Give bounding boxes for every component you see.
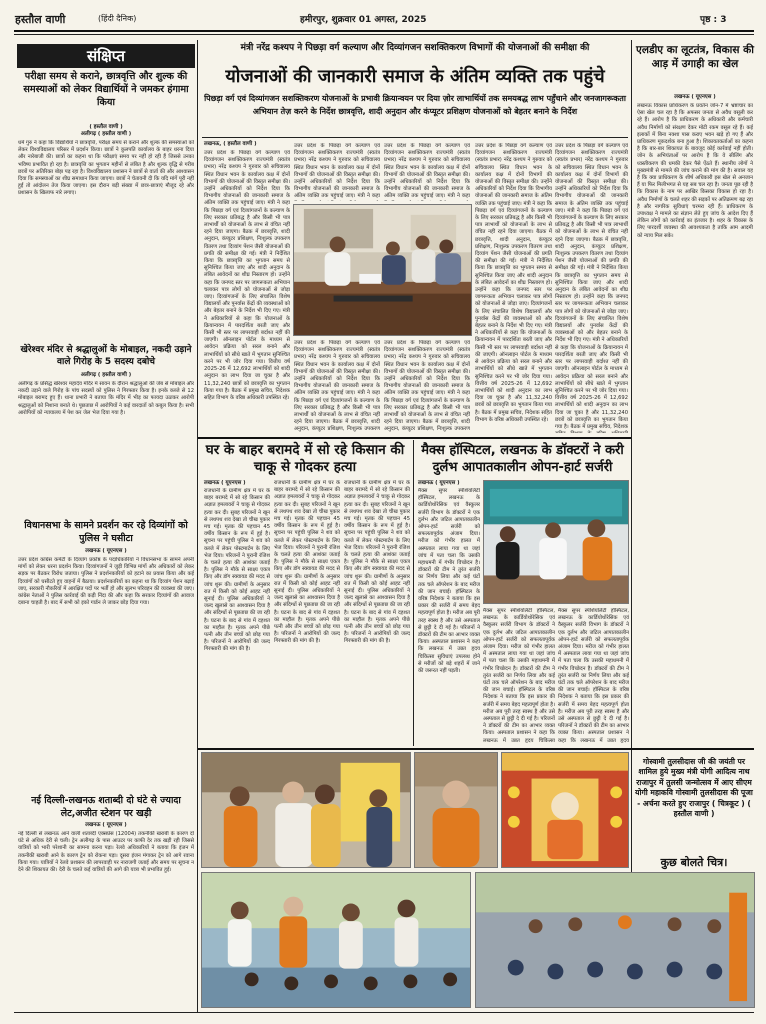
story3-headline: विधानसभा के सामने प्रदर्शन कर रहे दिव्यांगों को पुलिस ने घसीटा [24, 520, 188, 544]
story2-headline: खेरेश्वर मंदिर से श्रद्धालुओं के मोबाइल, नकदी उड़ाने वाले गिरोह के 5 सदस्य दबोचे [20, 345, 192, 367]
story4-body: नई दिल्ली से लखनऊ आने वाली शताब्दी एक्सप्रेस (12004) तकनीकी खराबी के कारण दो घंटे से अधिक देरी से चली। ट्रेन अलीगढ़ के पास आउटर पर काफी देर तक खड़ी रही जिससे यात्रियों को भारी परेशानी का सामना करना पड़ा। रेलवे अधिकारियों ने बताया कि इंजन में तकनीकी खराबी आने के कारण ट्रेन को रोकना पड़ा। दूसरा इंजन मंगाकर ट्रेन को आगे रवाना किया गया। यात्रियों ने रेलवे प्रशासन की लापरवाही पर नाराजगी जताई और समय पर सूचना न देने की शिकायत की। देरी के चलते कई यात्रियों की आगे की यात्रा भी प्रभावित हुई। [18, 831, 194, 874]
lead-kicker: मंत्री नरेंद्र कश्यप ने पिछड़ा वर्ग कल्याण और दिव्यांगजन सशक्तिकरण विभागों की योजनाओं की समीक्षा की [240, 43, 590, 53]
goswami-tagline: कुछ बोलते चित्र। [660, 856, 728, 869]
story3-place: लखनऊ ( यूएनएस ) [85, 548, 127, 554]
farmer-headline: घर के बाहर बरामदे में सो रहे किसान की चाकू से गोदकर हत्या [205, 442, 405, 475]
photo-section-rule [198, 748, 754, 750]
farmer-body-col1: राजधानी के ग्रामीण क्षेत्र में घर के बाहर बरामदे में सो रहे किसान की अज्ञात हमलावरों ने चाकू से गोदकर हत्या कर दी। सुबह परिजनों ने खून से लथपथ शव देखा तो चीख पुकार मच गई। मृतक की पहचान 45 वर्षीय किसान के रूप में हुई है। सूचना पर पहुंची पुलिस ने शव को कब्जे में लेकर पोस्टमार्टम के लिए भेज दिया। परिजनों ने पुरानी रंजिश के चलते हत्या की आशंका जताई है। पुलिस ने मौके से साक्ष्य एकत्र किए और डॉग स्क्वायड की मदद से जांच शुरू की। ग्रामीणों के अनुसार रात में किसी को कोई आहट नहीं सुनाई दी। पुलिस अधिकारियों ने जल्द खुलासे का आश्वासन दिया है और संदिग्धों से पूछताछ की जा रही है। घटना के बाद से गांव में दहशत का माहौल है। मृतक अपने पीछे पत्नी और तीन बच्चों को छोड़ गया है। परिजनों ने आरोपियों की जल्द गिरफ्तारी की मांग की है। [204, 488, 270, 653]
story2-place: अलीगढ़ ( हस्तौल वाणी ) [80, 372, 132, 378]
surgery-body-col3: मैक्स सुपर स्पेशियलिटी हॉस्पिटल, लखनऊ के कार्डियोथोरेसिक एवं वैस्कुलर सर्जरी विभाग के डॉक्टरों ने एक दुर्लभ और जटिल आपातकालीन ओपन-हार्ट सर्जरी को सफलतापूर्वक अंजाम दिया। मरीज को गंभीर हालत में अस्पताल लाया गया था जहां जांच में पता चला कि उसकी महाधमनी में गंभीर विच्छेदन है। डॉक्टरों की टीम ने तुरंत सर्जरी का निर्णय लिया और कई घंटों तक चले ऑपरेशन के बाद मरीज की जान बचाई। हॉस्पिटल के वरिष्ठ निदेशक ने बताया कि इस प्रकार की सर्जरी में समय बेहद महत्वपूर्ण होता है। मरीज अब पूरी तरह स्वस्थ है और उसे अस्पताल से छुट्टी दे दी गई है। परिजनों ने डॉक्टरों की टीम का आभार व्यक्त किया। अस्पताल प्रशासन ने कहा कि लखनऊ में उन्नत हृदय [558, 608, 629, 744]
lead-body-col3b: उत्तर प्रदेश के पिछड़ा वर्ग कल्याण एवं दिव्यांगजन सशक्तिकरण राज्यमंत्री (स्वतंत्र प्रभार) नरेंद्र कश्यप ने गुरुवार को सचिवालय स्थित विधान भवन के कार्यालय कक्ष में दोनों विभागों की योजनाओं की विस्तृत समीक्षा की। उन्होंने अधिकारियों को निर्देश दिया कि विभागीय योजनाओं की जानकारी समाज के अंतिम व्यक्ति तक पहुंचाई जाए। मंत्री ने कहा कि पिछड़ा वर्ग एवं दिव्यांगजनों के कल्याण के लिए सरकार प्रतिबद्ध है और किसी भी पात्र लाभार्थी को योजनाओं के लाभ से वंचित नहीं रहने दिया जाएगा। बैठक में छात्रवृत्ति, शादी अनुदान, कंप्यूटर प्रशिक्षण, निःशुल्क उपकरण [384, 340, 470, 432]
farmer-divider [413, 440, 414, 746]
lda-byline: लखनऊ ( यूएनएस ) [674, 94, 716, 100]
lead-deck: पिछड़ा वर्ग एवं दिव्यांगजन सशक्तिकरण योजनाओं के प्रभावी क्रियान्वयन पर दिया ज़ोर लाभार्थियों तक समयबद्ध लाभ पहुँचाने और जनजागरूकता अभियान तेज़ करने के निर्देश छात्रवृत्ति, शादी अनुदान और कंप्यूटर प्रशिक्षण योजनाओं को बेहतर बनाने के निर्देश [204, 94, 626, 116]
yogi-photo-2 [414, 752, 498, 868]
lead-deck-rule [202, 137, 628, 138]
lead-byline: लखनऊ, ( हस्तौल वाणी ) [204, 141, 257, 147]
masthead-name: हस्तौल वाणी [15, 13, 66, 26]
column-divider-left [197, 40, 198, 1012]
lead-headline: योजनाओं की जानकारी समाज के अंतिम व्यक्ति तक पहुंचे [225, 66, 605, 87]
surgery-headline: मैक्स हॉस्पिटल, लखनऊ के डॉक्टरों ने करी दुर्लभ आपातकालीन ओपन-हार्ट सर्जरी [421, 443, 624, 475]
farmer-body-col3: राजधानी के ग्रामीण क्षेत्र में घर के बाहर बरामदे में सो रहे किसान की अज्ञात हमलावरों ने चाकू से गोदकर हत्या कर दी। सुबह परिजनों ने खून से लथपथ शव देखा तो चीख पुकार मच गई। मृतक की पहचान 45 वर्षीय किसान के रूप में हुई है। सूचना पर पहुंची पुलिस ने शव को कब्जे में लेकर पोस्टमार्टम के लिए भेज दिया। परिजनों ने पुरानी रंजिश के चलते हत्या की आशंका जताई है। पुलिस ने मौके से साक्ष्य एकत्र किए और डॉग स्क्वायड की मदद से जांच शुरू की। ग्रामीणों के अनुसार रात में किसी को कोई आहट नहीं सुनाई दी। पुलिस अधिकारियों ने जल्द खुलासे का आश्वासन दिया है और संदिग्धों से पूछताछ की जा रही है। घटना के बाद से गांव में दहशत का माहौल है। मृतक अपने पीछे पत्नी और तीन बच्चों को छोड़ गया है। परिजनों ने आरोपियों की जल्द गिरफ्तारी की मांग की है। [344, 480, 410, 645]
story1-place: अलीगढ़ ( हस्तौल वाणी ) [80, 131, 132, 137]
story1-byline: ( हस्तौल वाणी ) [89, 124, 123, 130]
story1-headline: परीक्षा समय से कराने, छात्रवृत्ति और शुल्क की समस्याओं को लेकर विद्यार्थियों ने जमकर हंगामा किया [23, 71, 189, 108]
story3-body: उत्तर प्रदेश कांग्रेस कमेटी के दिव्यांग प्रकोष्ठ के पदाधिकारियों ने विधानसभा के सामने अपनी मांगों को लेकर धरना प्रदर्शन किया। दिव्यांगजनों ने जुड़ी विभिन्न मांगों और अधिकारों को लेकर सड़क पर बैठकर विरोध जताया। पुलिस ने प्रदर्शनकारियों को हटाने का प्रयास किया और कई दिव्यांगों को घसीटते हुए वाहनों में बैठाया। प्रदर्शनकारियों का कहना था कि दिव्यांग पेंशन बढ़ाई जाए, सरकारी नौकरियों में आरक्षित पदों पर भर्ती हो और सुलभ परिवहन की व्यवस्था की जाए। कांग्रेस नेताओं ने पुलिस कार्रवाई की कड़ी निंदा की और कहा कि सरकार दिव्यांगों की आवाज दबाना चाहती है। बाद में सभी को इको गार्डन ले जाकर छोड़ दिया गया। [18, 557, 194, 607]
page-bottom-rule [14, 1012, 754, 1013]
lda-body: लखनऊ विकास प्राधिकरण के प्रवर्तन जोन-7 में भ्रष्टाचार का ऐसा खेल चल रहा है कि अफसर जनता से अवैध वसूली कर रहे हैं। आरोप है कि प्राधिकरण के अधिकारी और कर्मचारी अवैध निर्माणों को संरक्षण देकर मोटी रकम वसूल रहे हैं। कई इलाकों में बिना नक्शा पास कराए भवन खड़े हो गए हैं और प्राधिकरण मूकदर्शक बना हुआ है। शिकायतकर्ताओं का कहना है कि बार-बार शिकायत के बावजूद कोई कार्रवाई नहीं होती। जोन के अभियंताओं पर आरोप है कि वे सीलिंग और ध्वस्तीकरण की धमकी देकर पैसे ऐंठते हैं। स्थानीय लोगों ने मुख्यमंत्री से मामले की जांच कराने की मांग की है। सवाल यह है कि क्या प्राधिकरण के शीर्ष अधिकारी इस खेल से अनजान हैं या फिर मिलीभगत से यह सब चल रहा है। जनता पूछ रही है कि विकास के नाम पर आखिर किसका विकास हो रहा है। अवैध निर्माणों के चलते शहर की सड़कों पर अतिक्रमण बढ़ रहा है और नागरिक सुविधाएं चरमरा रही हैं। प्राधिकरण के उपाध्यक्ष ने मामले का संज्ञान लेते हुए जांच के आदेश दिए हैं लेकिन लोगों को कार्रवाई का इंतजार है। शहर के विकास के लिए पारदर्शी व्यवस्था की आवश्यकता है ताकि आम आदमी को न्याय मिल सके। [637, 103, 753, 239]
lead-body-col1: उत्तर प्रदेश के पिछड़ा वर्ग कल्याण एवं दिव्यांगजन सशक्तिकरण राज्यमंत्री (स्वतंत्र प्रभार) नरेंद्र कश्यप ने गुरुवार को सचिवालय स्थित विधान भवन के कार्यालय कक्ष में दोनों विभागों की योजनाओं की विस्तृत समीक्षा की। उन्होंने अधिकारियों को निर्देश दिया कि विभागीय योजनाओं की जानकारी समाज के अंतिम व्यक्ति तक पहुंचाई जाए। मंत्री ने कहा कि पिछड़ा वर्ग एवं दिव्यांगजनों के कल्याण के लिए सरकार प्रतिबद्ध है और किसी भी पात्र लाभार्थी को योजनाओं के लाभ से वंचित नहीं रहने दिया जाएगा। बैठक में छात्रवृत्ति, शादी अनुदान, कंप्यूटर प्रशिक्षण, निःशुल्क उपकरण वितरण तथा दिव्यांग पेंशन जैसी योजनाओं की प्रगति की समीक्षा की गई। मंत्री ने निर्देशित किया कि छात्रवृत्ति का भुगतान समय से सुनिश्चित किया जाए और शादी अनुदान के लंबित आवेदनों का शीघ्र निस्तारण हो। उन्होंने कहा कि जनपद स्तर पर जागरूकता अभियान चलाकर पात्र लोगों को योजनाओं से जोड़ा जाए। दिव्यांगजनों के लिए संचालित विशेष विद्यालयों और पुनर्वास केंद्रों की व्यवस्थाओं को और बेहतर बनाने के निर्देश भी दिए गए। मंत्री ने अधिकारियों से कहा कि योजनाओं के क्रियान्वयन में पारदर्शिता बरती जाए और किसी भी स्तर पर लापरवाही बर्दाश्त नहीं की जाएगी। ऑनलाइन पोर्टल के माध्यम से आवेदन प्रक्रिया को सरल बनाने और लाभार्थियों को सीधे खाते में भुगतान सुनिश्चित करने पर भी जोर दिया गया। वित्तीय वर्ष 2025-26 में 12,692 लाभार्थियों को शादी अनुदान का लाभ दिया जा चुका है और 11,32,240 छात्रों को छात्रवृत्ति का भुगतान किया गया है। बैठक में प्रमुख सचिव, निदेशक सहित विभाग के वरिष्ठ अधिकारी उपस्थित रहे। [204, 150, 290, 401]
sankshipt-label: संक्षिप्त [17, 44, 195, 68]
school-photo-2 [475, 872, 755, 1008]
doctors-photo [483, 480, 629, 604]
page-number: पृष्ठ : 3 [700, 15, 727, 25]
masthead-date: हमीरपुर, शुक्रवार 01 अगस्त, 2025 [300, 15, 427, 25]
lead-body-col5: उत्तर प्रदेश के पिछड़ा वर्ग कल्याण एवं दिव्यांगजन सशक्तिकरण राज्यमंत्री (स्वतंत्र प्रभार) नरेंद्र कश्यप ने गुरुवार को सचिवालय स्थित विधान भवन के कार्यालय कक्ष में दोनों विभागों की योजनाओं की विस्तृत समीक्षा की। उन्होंने अधिकारियों को निर्देश दिया कि विभागीय योजनाओं की जानकारी समाज के अंतिम व्यक्ति तक पहुंचाई जाए। मंत्री ने कहा कि पिछड़ा वर्ग एवं दिव्यांगजनों के कल्याण के लिए सरकार प्रतिबद्ध है और किसी भी पात्र लाभार्थी को योजनाओं के लाभ से वंचित नहीं रहने दिया जाएगा। बैठक में छात्रवृत्ति, शादी अनुदान, कंप्यूटर प्रशिक्षण, निःशुल्क उपकरण वितरण तथा दिव्यांग पेंशन जैसी योजनाओं की प्रगति की समीक्षा की गई। मंत्री ने निर्देशित किया कि छात्रवृत्ति का भुगतान समय से सुनिश्चित किया जाए और शादी अनुदान के लंबित आवेदनों का शीघ्र निस्तारण हो। उन्होंने कहा कि जनपद स्तर पर जागरूकता अभियान चलाकर पात्र लोगों को योजनाओं से जोड़ा जाए। दिव्यांगजनों के लिए संचालित विशेष विद्यालयों और पुनर्वास केंद्रों की व्यवस्थाओं को और बेहतर बनाने के निर्देश भी दिए गए। मंत्री ने अधिकारियों से कहा कि योजनाओं के क्रियान्वयन में पारदर्शिता बरती जाए और किसी भी स्तर पर लापरवाही बर्दाश्त नहीं की जाएगी। ऑनलाइन पोर्टल के माध्यम से आवेदन प्रक्रिया को सरल बनाने और लाभार्थियों को सीधे खाते में भुगतान सुनिश्चित करने पर भी जोर दिया गया। वित्तीय वर्ष 2025-26 में 12,692 लाभार्थियों को शादी अनुदान का लाभ दिया जा चुका है और 11,32,240 छात्रों को छात्रवृत्ति का भुगतान किया गया है। बैठक में प्रमुख सचिव, निदेशक [555, 143, 628, 430]
story4-place: लखनऊ ( यूएनएस ) [85, 822, 127, 828]
story2-body: अलीगढ़ के प्रसिद्ध खेरेश्वर महादेव मंदिर में सावन के दौरान श्रद्धालुओं की जेब से मोबाइल और नकदी उड़ाने वाले गिरोह के पांच सदस्यों को पुलिस ने गिरफ्तार किया है। इनके कब्जे से 12 मोबाइल बरामद हुए हैं। थाना प्रभारी ने बताया कि मंदिर में भीड़ का फायदा उठाकर आरोपी श्रद्धालुओं को निशाना बनाते थे। पूछताछ में आरोपियों ने कई वारदातों को कबूल किया है। सभी आरोपियों को न्यायालय में पेश कर जेल भेज दिया गया है। [18, 381, 194, 416]
lead-body-col3: उत्तर प्रदेश के पिछड़ा वर्ग कल्याण एवं दिव्यांगजन सशक्तिकरण राज्यमंत्री (स्वतंत्र प्रभार) नरेंद्र कश्यप ने गुरुवार को सचिवालय स्थित विधान भवन के कार्यालय कक्ष में दोनों विभागों की योजनाओं की विस्तृत समीक्षा की। उन्होंने अधिकारियों को निर्देश दिया कि विभागीय योजनाओं की जानकारी समाज के अंतिम व्यक्ति तक पहुंचाई जाए। मंत्री ने कहा [384, 143, 470, 200]
school-photo-1 [201, 872, 471, 1008]
lead-body-col4: उत्तर प्रदेश के पिछड़ा वर्ग कल्याण एवं दिव्यांगजन सशक्तिकरण राज्यमंत्री (स्वतंत्र प्रभार) नरेंद्र कश्यप ने गुरुवार को सचिवालय स्थित विधान भवन के कार्यालय कक्ष में दोनों विभागों की योजनाओं की विस्तृत समीक्षा की। उन्होंने अधिकारियों को निर्देश दिया कि विभागीय योजनाओं की जानकारी समाज के अंतिम व्यक्ति तक पहुंचाई जाए। मंत्री ने कहा कि पिछड़ा वर्ग एवं दिव्यांगजनों के कल्याण के लिए सरकार प्रतिबद्ध है और किसी भी पात्र लाभार्थी को योजनाओं के लाभ से वंचित नहीं रहने दिया जाएगा। बैठक में छात्रवृत्ति, शादी अनुदान, कंप्यूटर प्रशिक्षण, निःशुल्क उपकरण वितरण तथा दिव्यांग पेंशन जैसी योजनाओं की प्रगति की समीक्षा की गई। मंत्री ने निर्देशित किया कि छात्रवृत्ति का भुगतान समय से सुनिश्चित किया जाए और शादी अनुदान के लंबित आवेदनों का शीघ्र निस्तारण हो। उन्होंने कहा कि जनपद स्तर पर जागरूकता अभियान चलाकर पात्र लोगों को योजनाओं से जोड़ा जाए। दिव्यांगजनों के लिए संचालित विशेष विद्यालयों और पुनर्वास केंद्रों की व्यवस्थाओं को और बेहतर बनाने के निर्देश भी दिए गए। मंत्री ने अधिकारियों से कहा कि योजनाओं के क्रियान्वयन में पारदर्शिता बरती जाए और किसी भी स्तर पर लापरवाही बर्दाश्त नहीं की जाएगी। ऑनलाइन पोर्टल के माध्यम से आवेदन प्रक्रिया को सरल बनाने और लाभार्थियों को सीधे खाते में भुगतान सुनिश्चित करने पर भी जोर दिया गया। वित्तीय वर्ष 2025-26 में 12,692 लाभार्थियों को शादी अनुदान का लाभ दिया जा चुका है और 11,32,240 छात्रों को छात्रवृत्ति का भुगतान किया गया है। बैठक में प्रमुख सचिव, निदेशक सहित विभाग के वरिष्ठ अधिकारी उपस्थित रहे। [475, 143, 552, 423]
story1-body: धर्म गुरु ने कहा कि विद्यार्थियों ने छात्रवृत्ति, परीक्षा समय से कराने और शुल्क की समस्याओं को लेकर विश्वविद्यालय परिसर में प्रदर्शन किया। छात्रों ने कुलपति कार्यालय के बाहर धरना दिया और नारेबाजी की। छात्रों का कहना था कि परीक्षाएं समय पर नहीं हो रही हैं जिससे उनका भविष्य प्रभावित हो रहा है। छात्रवृत्ति का भुगतान महीनों से लंबित है और शुल्क वृद्धि से गरीब छात्रों पर अतिरिक्त बोझ पड़ रहा है। विश्वविद्यालय प्रशासन ने छात्रों से वार्ता की और आश्वासन दिया कि समस्याओं का शीघ्र समाधान किया जाएगा। छात्रों ने चेतावनी दी कि यदि मांगें पूरी नहीं हुईं तो आंदोलन तेज किया जाएगा। इस दौरान बड़ी संख्या में छात्र-छात्राएं मौजूद रहे और प्रशासन के खिलाफ नारे लगाए। [18, 140, 194, 197]
surgery-byline: लखनऊ ( यूएनएस ) [418, 480, 460, 486]
yogi-photo-1 [201, 752, 411, 868]
lead-body-col2b: उत्तर प्रदेश के पिछड़ा वर्ग कल्याण एवं दिव्यांगजन सशक्तिकरण राज्यमंत्री (स्वतंत्र प्रभार) नरेंद्र कश्यप ने गुरुवार को सचिवालय स्थित विधान भवन के कार्यालय कक्ष में दोनों विभागों की योजनाओं की विस्तृत समीक्षा की। उन्होंने अधिकारियों को निर्देश दिया कि विभागीय योजनाओं की जानकारी समाज के अंतिम व्यक्ति तक पहुंचाई जाए। मंत्री ने कहा कि पिछड़ा वर्ग एवं दिव्यांगजनों के कल्याण के लिए सरकार प्रतिबद्ध है और किसी भी पात्र लाभार्थी को योजनाओं के लाभ से वंचित नहीं रहने दिया जाएगा। बैठक में छात्रवृत्ति, शादी अनुदान, कंप्यूटर प्रशिक्षण, निःशुल्क उपकरण [294, 340, 380, 432]
farmer-body-col2: राजधानी के ग्रामीण क्षेत्र में घर के बाहर बरामदे में सो रहे किसान की अज्ञात हमलावरों ने चाकू से गोदकर हत्या कर दी। सुबह परिजनों ने खून से लथपथ शव देखा तो चीख पुकार मच गई। मृतक की पहचान 45 वर्षीय किसान के रूप में हुई है। सूचना पर पहुंची पुलिस ने शव को कब्जे में लेकर पोस्टमार्टम के लिए भेज दिया। परिजनों ने पुरानी रंजिश के चलते हत्या की आशंका जताई है। पुलिस ने मौके से साक्ष्य एकत्र किए और डॉग स्क्वायड की मदद से जांच शुरू की। ग्रामीणों के अनुसार रात में किसी को कोई आहट नहीं सुनाई दी। पुलिस अधिकारियों ने जल्द खुलासे का आश्वासन दिया है और संदिग्धों से पूछताछ की जा रही है। घटना के बाद से गांव में दहशत का माहौल है। मृतक अपने पीछे पत्नी और तीन बच्चों को छोड़ गया है। परिजनों ने आरोपियों की जल्द गिरफ्तारी की मांग की है। [274, 480, 340, 645]
lead-bottom-rule [198, 437, 632, 439]
masthead-rule [14, 30, 754, 32]
surgery-body-col2: मैक्स सुपर स्पेशियलिटी हॉस्पिटल, लखनऊ के कार्डियोथोरेसिक एवं वैस्कुलर सर्जरी विभाग के डॉक्टरों ने एक दुर्लभ और जटिल आपातकालीन ओपन-हार्ट सर्जरी को सफलतापूर्वक अंजाम दिया। मरीज को गंभीर हालत में अस्पताल लाया गया था जहां जांच में पता चला कि उसकी महाधमनी में गंभीर विच्छेदन है। डॉक्टरों की टीम ने तुरंत सर्जरी का निर्णय लिया और कई घंटों तक चले ऑपरेशन के बाद मरीज की जान बचाई। हॉस्पिटल के वरिष्ठ निदेशक ने बताया कि इस प्रकार की सर्जरी में समय बेहद महत्वपूर्ण होता है। मरीज अब पूरी तरह स्वस्थ है और उसे अस्पताल से छुट्टी दे दी गई है। परिजनों ने डॉक्टरों की टीम का आभार व्यक्त किया। अस्पताल प्रशासन ने कहा कि लखनऊ में उन्नत हृदय चिकित्सा [483, 608, 555, 744]
story4-headline: नई दिल्ली-लखनऊ शताब्दी दो घंटे से ज्यादा लेट,अजीत स्टेशन पर खड़ी [31, 795, 181, 819]
farmer-byline: लखनऊ ( यूएनएस ) [204, 480, 246, 486]
lead-body-col2: उत्तर प्रदेश के पिछड़ा वर्ग कल्याण एवं दिव्यांगजन सशक्तिकरण राज्यमंत्री (स्वतंत्र प्रभार) नरेंद्र कश्यप ने गुरुवार को सचिवालय स्थित विधान भवन के कार्यालय कक्ष में दोनों विभागों की योजनाओं की विस्तृत समीक्षा की। उन्होंने अधिकारियों को निर्देश दिया कि विभागीय योजनाओं की जानकारी समाज के अंतिम व्यक्ति तक पहुंचाई जाए। मंत्री ने कहा [294, 143, 380, 200]
masthead-type: (हिंदी दैनिक) [98, 14, 137, 23]
surgery-body-col1: मैक्स सुपर स्पेशियलिटी हॉस्पिटल, लखनऊ के कार्डियोथोरेसिक एवं वैस्कुलर सर्जरी विभाग के डॉक्टरों ने एक दुर्लभ और जटिल आपातकालीन ओपन-हार्ट सर्जरी को सफलतापूर्वक अंजाम दिया। मरीज को गंभीर हालत में अस्पताल लाया गया था जहां जांच में पता चला कि उसकी महाधमनी में गंभीर विच्छेदन है। डॉक्टरों की टीम ने तुरंत सर्जरी का निर्णय लिया और कई घंटों तक चले ऑपरेशन के बाद मरीज की जान बचाई। हॉस्पिटल के वरिष्ठ निदेशक ने बताया कि इस प्रकार की सर्जरी में समय बेहद महत्वपूर्ण होता है। मरीज अब पूरी तरह स्वस्थ है और उसे अस्पताल से छुट्टी दे दी गई है। परिजनों ने डॉक्टरों की टीम का आभार व्यक्त किया। अस्पताल प्रशासन ने कहा कि लखनऊ में उन्नत हृदय चिकित्सा सुविधाएं उपलब्ध होने से मरीजों को बड़े शहरों में जाने की जरूरत नहीं पड़ती। [418, 488, 480, 675]
tulsidas-photo [501, 752, 629, 868]
meeting-photo [293, 204, 472, 336]
goswami-caption: गोस्वामी तुलसीदास जी की जयंती पर शामिल हुये मुख्य मंत्री योगी आदित्य नाथ राजापुर में तुलसी जन्मोत्सव में आए सीएम योगी महाकवि गोस्वामी तुलसीदास की पूजा - अर्चना करते हुए राजापुर ( चित्रकूट ) ( हस्तौल वाणी ) [635, 757, 753, 819]
masthead-rule-thin [14, 34, 754, 35]
lda-headline: एलडीए का लूटतंत्र, विकास की आड़ में उगाही का खेल [636, 44, 754, 70]
